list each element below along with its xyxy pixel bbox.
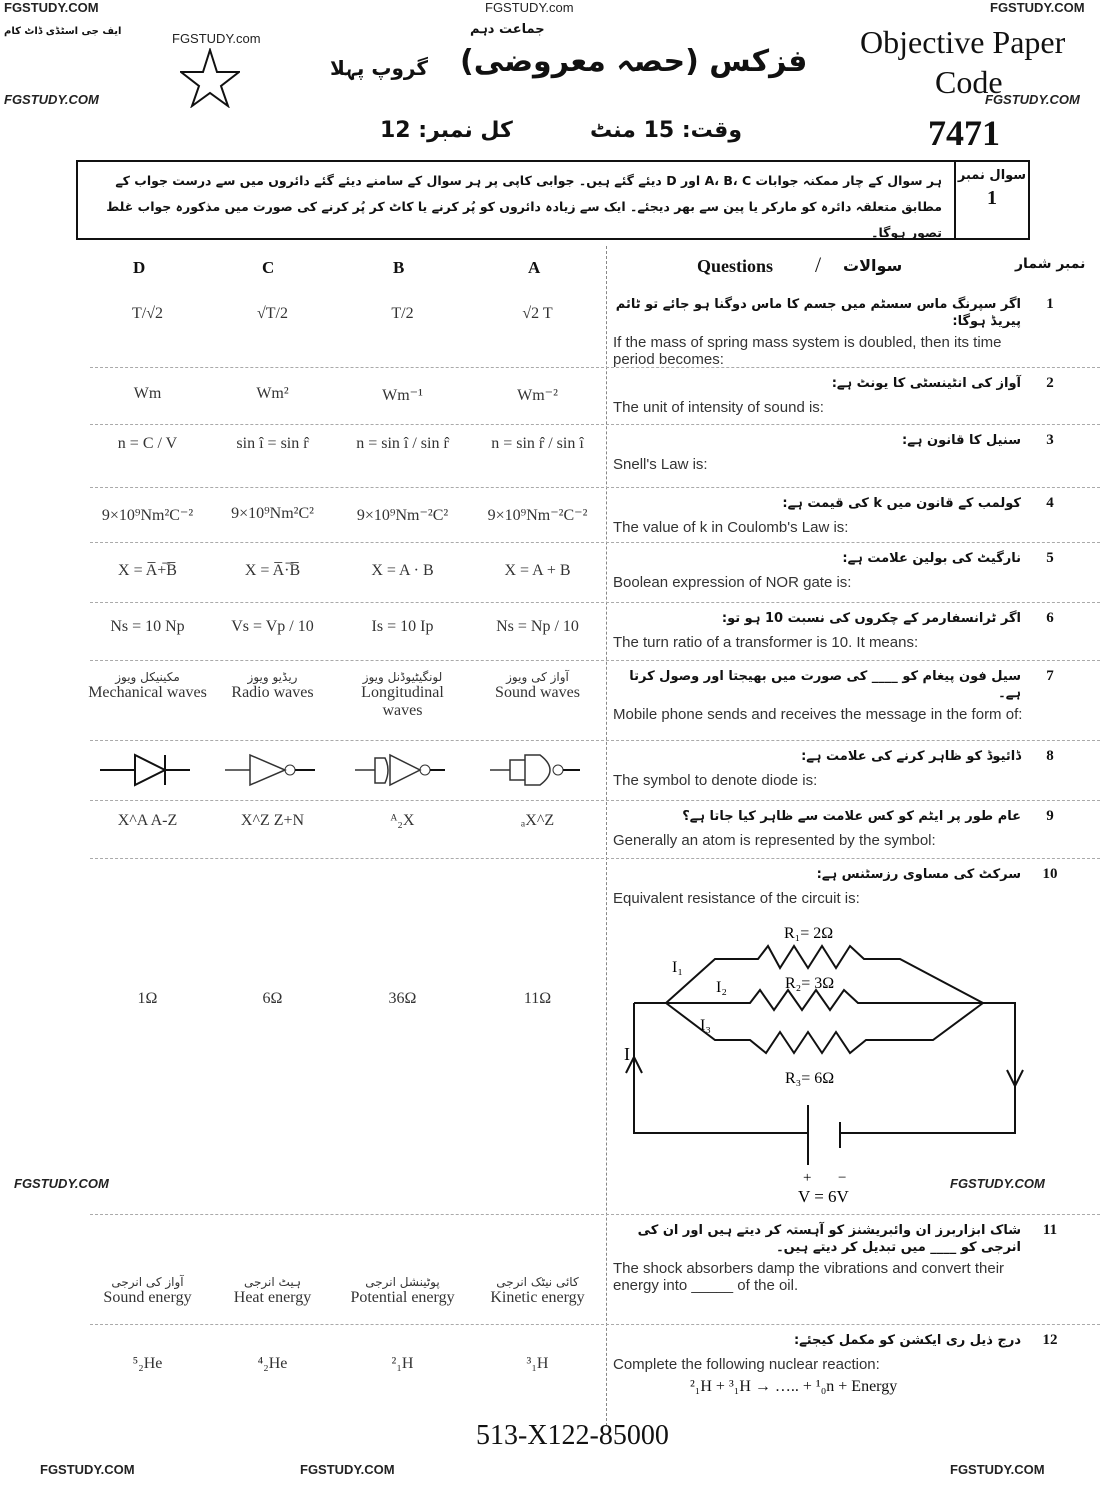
option-text: 36Ω [388,990,417,1007]
option-text: Wm [133,385,162,402]
r1-label: R₁= 2Ω [784,925,834,942]
option-text: Vs = Vp / 10 [231,618,314,635]
voltage-label: V = 6V [798,1187,849,1206]
option-text: Wm⁻¹ [382,387,423,404]
option-a[interactable] [475,990,600,1008]
option-d[interactable] [85,435,210,453]
option-text: Wm² [256,385,289,402]
i3-label: I₃ [700,1017,711,1034]
option-urdu: ہیٹ انرجی [244,1275,301,1289]
option-text: ⁵₂He [132,1355,163,1372]
option-b[interactable] [340,562,465,580]
question-text: The shock absorbers damp the vibrations and convert their energy into _____ of the oil. [613,1260,1005,1294]
question-text-urdu: کولمب کے قانون میں k کی قیمت ہے: [782,496,1021,511]
question-number: 3 [1046,432,1054,448]
circuit-diagram [600,860,1100,1220]
option-d[interactable] [85,1275,210,1307]
option-text: Ns = Np / 10 [496,618,579,635]
option-text: X = A + B [504,562,571,579]
option-text: Is = 10 Ip [371,618,434,635]
row-divider [90,542,1100,543]
question-number: 10 [1042,866,1058,882]
question-text-urdu: عام طور پر ایٹم کو کس علامت سے ظاہر کیا جاتا ہے؟ [682,809,1021,824]
question-number: 1 [1046,296,1054,312]
option-a[interactable] [475,505,600,525]
watermark: FGSTUDY.COM [950,1176,1045,1191]
subject-title: فزکس (حصہ معروضی) [460,44,808,79]
r3-label: R₃= 6Ω [785,1070,835,1087]
option-text: ³₁H [526,1355,549,1372]
option-text: T/2 [391,305,414,322]
nand-gate-symbol-icon[interactable] [490,750,585,790]
option-d[interactable] [85,618,210,636]
question-text-urdu: اگر ٹرانسفارمر کے چکروں کی نسبت 10 ہو تو: [721,611,1021,626]
option-c[interactable] [210,990,335,1008]
question-text: Complete the following nuclear reaction: [613,1356,880,1373]
footer-paper-code: 513-X122-85000 [476,1420,669,1451]
option-text: sin î = sin r̂ [236,435,309,452]
time-allowed: وقت: 15 منٹ [590,118,743,143]
option-a[interactable] [475,1355,600,1373]
total-marks: کل نمبر: 12 [380,118,513,143]
question-text-urdu: سرکٹ کی مساوی رزسٹنس ہے: [816,867,1021,882]
option-urdu: پوٹینشل انرجی [365,1275,440,1289]
question-text-urdu: درج ذیل ری ایکشن کو مکمل کیجئے: [793,1333,1021,1348]
option-c[interactable] [210,435,335,453]
option-d[interactable] [85,990,210,1008]
option-text: Mechanical waves [88,684,207,701]
column-c: C [262,258,275,277]
option-d[interactable] [85,385,210,403]
question-text: If the mass of spring mass system is doubled, then its time period becomes: [613,334,1002,368]
question-text-urdu: سنیل کا قانون ہے: [902,433,1021,448]
watermark: FGSTUDY.COM [985,92,1080,107]
question-number: 6 [1046,610,1054,626]
diode-symbol-icon[interactable] [100,750,195,790]
option-text: √2 T [522,305,553,322]
question-text: Generally an atom is represented by the symbol: [613,832,936,849]
i-label: I [624,1044,630,1064]
option-b[interactable] [340,505,465,525]
row-divider [90,740,1100,741]
watermark: FGSTUDY.COM [14,1176,109,1191]
option-a[interactable] [475,812,600,830]
option-text: ⁴₂He [257,1355,288,1372]
question-number: 2 [1046,375,1054,391]
watermark: FGSTUDY.COM [950,1462,1045,1477]
row-divider [90,602,1100,603]
option-text: 1Ω [137,990,158,1007]
option-text: ᴬ₂X [390,812,415,829]
option-d[interactable] [85,305,210,323]
option-text: n = C / V [117,435,178,452]
option-c[interactable] [210,562,335,580]
watermark: FGSTUDY.COM [300,1462,395,1477]
option-c[interactable] [210,618,335,636]
option-text: Sound energy [103,1289,192,1306]
column-a: A [528,258,541,277]
question-number: 11 [1042,1222,1058,1238]
option-text: 6Ω [262,990,283,1007]
option-a[interactable] [475,305,600,323]
question-text: Mobile phone sends and receives the message in the form of: [613,706,1023,723]
question-text-urdu: آواز کی انٹینسٹی کا یونٹ ہے: [831,376,1021,391]
question-number: 7 [1046,668,1054,684]
row-divider [90,858,1100,859]
question-text-urdu: ڈائیوڈ کو ظاہر کرنے کی علامت ہے: [801,749,1021,764]
option-text: Potential energy [350,1289,455,1306]
question-number: 1 [987,187,997,209]
paper-code: 7471 [928,113,1000,153]
option-text: X = A · B [371,562,434,579]
watermark: FGSTUDY.com [485,0,574,15]
option-text: 9×10⁹Nm⁻²C⁻² [487,507,588,524]
option-text: Wm⁻² [517,387,558,404]
option-text: X^Z Z+N [240,812,305,829]
option-text: √T/2 [257,305,288,322]
code-label: Code [935,64,1003,100]
question-number-label: سوال نمبر [957,168,1027,183]
option-b[interactable] [340,305,465,323]
option-a[interactable] [475,670,600,702]
option-d[interactable] [85,562,210,580]
option-urdu: آواز کی انرجی [111,1275,184,1289]
option-a[interactable] [475,385,600,405]
question-number: 4 [1046,495,1054,511]
not-gate-symbol-icon[interactable] [225,750,320,790]
question-text-urdu: اگر سپرنگ ماس سسٹم میں جسم کا ماس دوگنا ہو جائے تو ٹائم پیریڈ ہوگا: [615,297,1021,329]
instructions-text: ہر سوال کے چار ممکنہ جوابات A، B، C اور D دیئے گئے ہیں۔ جوابی کاپی پر ہر سوال کے سامنے دیئے گئے دائروں میں سے درست جواب کے مطابق متعلقہ دائرہ کو مارکر یا پین سے بھر دیجئے۔ ایک سے زیادہ دائروں کو پُر کرنے یا کاٹ کر پُر کرنے کی صورت میں مذکورہ جواب غلط تصور ہوگا۔ [106,173,942,240]
nuclear-equation: ²₁H + ³₁H → ….. + ¹₀n + Energy [690,1378,898,1395]
question-text-urdu: شاک ابزاربرز ان وائبریشنز کو آہستہ کر دیتے ہیں اور ان کی انرجی کو ____ میں تبدیل کر دیتے ہیں۔ [637,1223,1021,1255]
question-number: 12 [1042,1332,1058,1348]
option-b[interactable] [340,385,465,405]
watermark: FGSTUDY.COM [40,1462,135,1477]
option-b[interactable] [340,618,465,636]
logo-text: FGSTUDY.com [172,31,261,46]
option-text: 9×10⁹Nm⁻²C² [356,507,449,524]
option-text: Ns = 10 Np [110,618,185,635]
column-divider [606,246,607,1426]
option-c[interactable] [210,812,335,830]
option-c[interactable] [210,505,335,523]
questions-heading: Questions [697,256,774,276]
row-divider [90,487,1100,488]
question-number: 8 [1046,748,1054,764]
option-text: X = A̅+̅B̅ [118,562,177,579]
column-b: B [393,258,405,277]
column-d: D [133,258,146,277]
side-watermark-urdu: ایف جی اسٹڈی ڈاٹ کام [4,26,122,37]
row-divider [90,1324,1100,1325]
row-divider [90,660,1100,661]
row-divider [90,367,1100,368]
paper-title: Objective Paper [860,24,1066,60]
question-text-urdu: سیل فون پیغام کو ____ کی صورت میں بھیجتا اور وصول کرتا ہے۔ [629,669,1021,701]
i1-label: I₁ [672,959,683,976]
option-d[interactable] [85,812,210,830]
r2-label: R₂= 3Ω [785,975,835,992]
option-b[interactable] [340,670,465,720]
star-logo-icon [180,48,240,108]
option-text: X = A̅·̅B̅ [244,562,301,579]
option-b[interactable] [340,1275,465,1307]
serial-number-heading: نمبر شمار [1015,256,1086,272]
option-a[interactable] [475,562,600,580]
option-d[interactable] [85,1355,210,1373]
option-text: n = sin r̂ / sin î [491,435,584,452]
question-text: Equivalent resistance of the circuit is: [613,890,860,907]
battery-minus: − [838,1170,847,1186]
question-number: 5 [1046,550,1054,566]
option-c[interactable] [210,1355,335,1373]
question-text-urdu: نارگیٹ کی بولین علامت ہے: [842,551,1021,566]
class-label: جماعت دہم [470,22,545,37]
question-text: The symbol to denote diode is: [613,772,818,789]
option-urdu: لونگیٹیوڈنل ویوز [362,670,443,684]
option-text: X^A A-Z [117,812,178,829]
watermark: FGSTUDY.COM [4,92,99,107]
option-text: ²₁H [391,1355,414,1372]
option-text: 9×10⁹Nm²C² [231,505,314,522]
option-text: Kinetic energy [490,1289,585,1306]
option-urdu: ریڈیو ویوز [247,670,298,684]
option-b[interactable] [340,812,465,830]
i2-label: I₂ [716,979,727,996]
option-urdu: مکینیکل ویوز [115,670,180,684]
option-c[interactable] [210,385,335,403]
option-c[interactable] [210,1275,335,1307]
row-divider [90,424,1100,425]
watermark: FGSTUDY.COM [990,0,1085,15]
question-text: Snell's Law is: [613,456,708,473]
questions-heading-urdu: سوالات [843,256,903,275]
option-c[interactable] [210,670,335,702]
option-text: ₐX^Z [520,812,555,829]
option-a[interactable] [475,1275,600,1307]
option-b[interactable] [340,990,465,1008]
question-text: The unit of intensity of sound is: [613,399,824,416]
option-d[interactable] [85,670,210,702]
option-urdu: آواز کی ویوز [506,670,569,684]
option-text: 9×10⁹Nm²C⁻² [101,507,194,524]
option-d[interactable] [85,505,210,525]
option-urdu: کائی نیٹک انرجی [496,1275,579,1289]
instructions-box [76,160,1030,240]
question-number: 9 [1046,808,1054,824]
nor-gate-symbol-icon[interactable] [355,750,450,790]
option-text: Longitudinal waves [361,684,444,719]
option-text: Radio waves [231,684,314,701]
option-b[interactable] [340,1355,465,1373]
question-text: Boolean expression of NOR gate is: [613,574,852,591]
option-text: Heat energy [233,1289,312,1306]
option-a[interactable] [475,435,600,453]
row-divider [90,800,1100,801]
option-c[interactable] [210,305,335,323]
option-b[interactable] [340,435,465,453]
question-text: The turn ratio of a transformer is 10. It means: [613,634,919,651]
option-a[interactable] [475,618,600,636]
group-label: گروپ پہلا [330,56,428,80]
question-number-cell [954,162,1028,238]
heading-slash: / [815,252,822,277]
option-text: T/√2 [132,305,163,322]
option-text: 11Ω [523,990,552,1007]
watermark: FGSTUDY.COM [4,0,99,15]
option-text: Sound waves [495,684,580,701]
battery-plus: + [803,1170,812,1186]
option-text: n = sin î / sin r̂ [356,435,449,452]
question-text: The value of k in Coulomb's Law is: [613,519,849,536]
